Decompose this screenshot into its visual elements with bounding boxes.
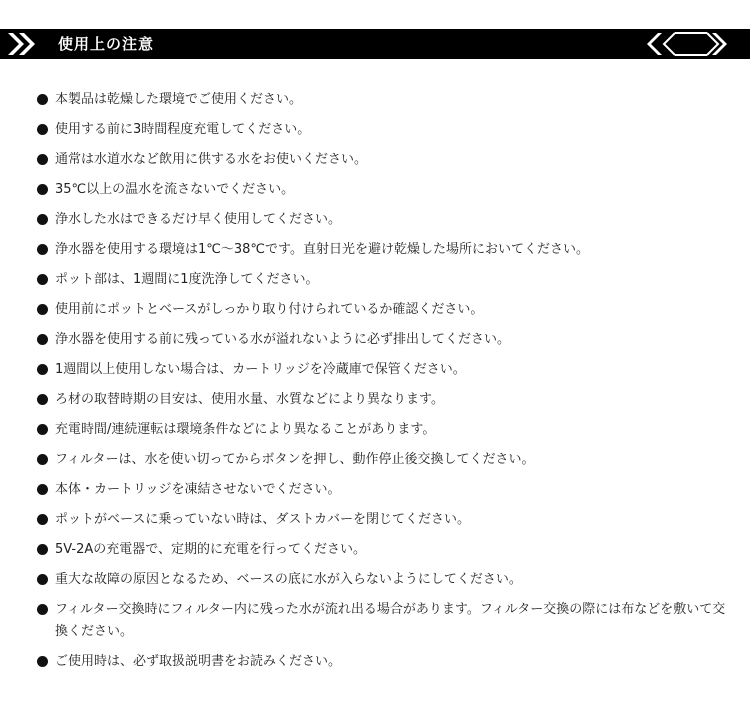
list-item xyxy=(37,179,727,201)
bullet-icon xyxy=(37,484,48,495)
bullet-icon xyxy=(37,364,48,375)
bullet-icon xyxy=(37,454,48,465)
list-item xyxy=(37,479,727,501)
list-item xyxy=(37,509,727,531)
list-item xyxy=(37,389,727,411)
bullet-icon xyxy=(37,244,48,255)
bullet-icon xyxy=(37,154,48,165)
bullet-icon xyxy=(37,656,48,667)
note-text: 1週間以上使用しない場合は、カートリッジを冷蔵庫で保管ください。 xyxy=(55,362,466,377)
list-item xyxy=(37,419,727,441)
note-text: ポットがベースに乗っていない時は、ダストカバーを閉じてください。 xyxy=(55,512,470,527)
list-item xyxy=(37,119,727,141)
note-text: 浄水器を使用する環境は1℃～38℃です。直射日光を避け乾燥した場所においてください。 xyxy=(55,242,589,257)
bullet-icon xyxy=(37,424,48,435)
bullet-icon xyxy=(37,574,48,585)
bullet-icon xyxy=(37,274,48,285)
list-item xyxy=(37,359,727,381)
bullet-icon xyxy=(37,214,48,225)
double-chevron-right-icon xyxy=(0,29,48,59)
list-item xyxy=(37,299,727,321)
note-text: ポット部は、1週間に1度洗浄してください。 xyxy=(55,272,319,287)
bullet-icon xyxy=(37,124,48,135)
bullet-icon xyxy=(37,184,48,195)
bullet-icon xyxy=(37,334,48,345)
note-text: 使用前にポットとベースがしっかり取り付けられているか確認ください。 xyxy=(55,302,484,317)
list-item xyxy=(37,651,727,673)
list-item xyxy=(37,569,727,591)
note-text: 重大な故障の原因となるため、ベースの底に水が入らないようにしてください。 xyxy=(55,572,522,587)
list-item xyxy=(37,269,727,291)
note-text: 本体・カートリッジを凍結させないでください。 xyxy=(55,482,341,497)
list-item xyxy=(37,149,727,171)
chevron-ornament-icon xyxy=(640,29,730,59)
bullet-icon xyxy=(37,604,48,615)
list-item xyxy=(37,599,727,643)
note-text: 浄水した水はできるだけ早く使用してください。 xyxy=(55,212,342,227)
list-item xyxy=(37,329,727,351)
bullet-icon xyxy=(37,94,48,105)
note-text: 浄水器を使用する前に残っている水が溢れないように必ず排出してください。 xyxy=(55,332,511,347)
note-text: 通常は水道水など飲用に供する水をお使いください。 xyxy=(55,152,368,167)
note-text: フィルターは、水を使い切ってからボタンを押し、動作停止後交換してください。 xyxy=(55,452,535,467)
bullet-icon xyxy=(37,304,48,315)
note-text: 35℃以上の温水を流さないでください。 xyxy=(55,182,295,197)
note-text: ろ材の取替時期の目安は、使用水量、水質などにより異なります。 xyxy=(55,392,444,407)
usage-notes-list xyxy=(37,89,727,681)
list-item xyxy=(37,539,727,561)
list-item xyxy=(37,239,727,261)
note-text: ご使用時は、必ず取扱説明書をお読みください。 xyxy=(55,654,342,669)
bullet-icon xyxy=(37,394,48,405)
bullet-icon xyxy=(37,514,48,525)
note-text: フィルター交換時にフィルター内に残った水が流れ出る場合があります。フィルター交換の際には布などを敷いて交換ください。 xyxy=(55,602,726,639)
page-title: 使用上の注意 xyxy=(58,35,155,53)
list-item xyxy=(37,449,727,471)
note-text: 本製品は乾燥した環境でご使用ください。 xyxy=(55,92,303,107)
note-text: 5V-2Aの充電器で、定期的に充電を行ってください。 xyxy=(55,542,366,557)
list-item xyxy=(37,209,727,231)
note-text: 充電時間/連続運転は環境条件などにより異なることがあります。 xyxy=(55,422,436,437)
list-item xyxy=(37,89,727,111)
note-text: 使用する前に3時間程度充電してください。 xyxy=(55,122,311,137)
bullet-icon xyxy=(37,544,48,555)
section-header xyxy=(0,29,750,59)
